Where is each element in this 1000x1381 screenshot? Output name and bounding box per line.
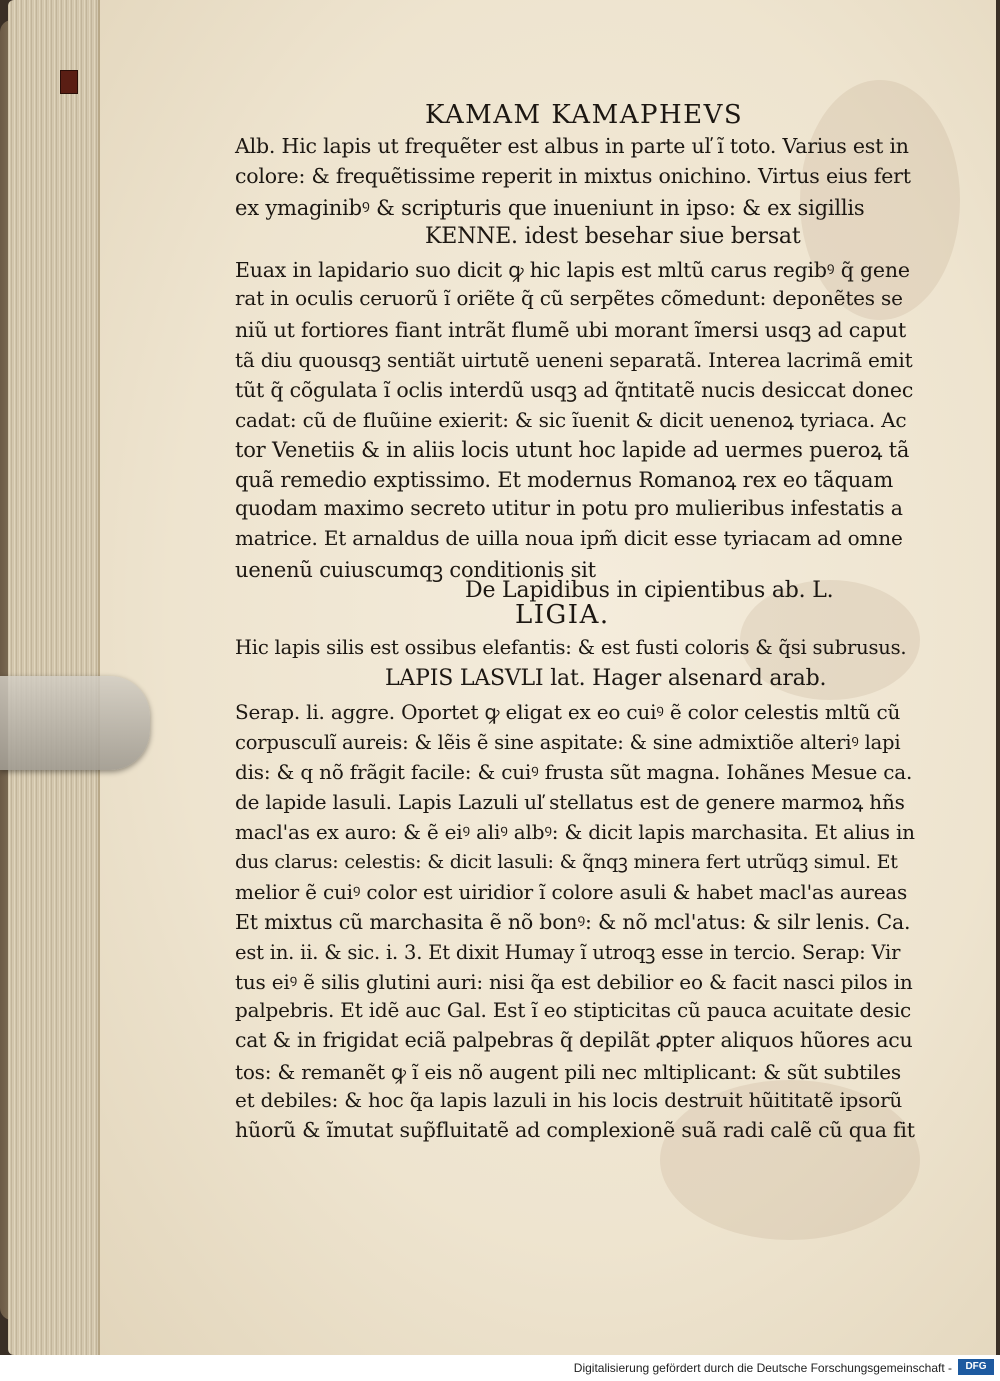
text-line: dus clarus: celestis: & dicit lasuli: & q̃nqꝫ minera fert utrũqꝫ simul. Et <box>235 851 898 873</box>
text-line: Serap. li. aggre. Oportet ꝙ eligat ex eo cuiꝰ ẽ color celestis mltũ cũ <box>235 700 901 724</box>
text-line: quã remedio exptissimo. Et modernus Romanoꝝ rex eo tãquam <box>235 468 894 492</box>
text-line: Et mixtus cũ marchasita ẽ nõ bonꝰ: & nõ mcl'atus: & silr lenis. Ca. <box>235 910 911 934</box>
text-line: macl'as ex auro: & ẽ eiꝰ aliꝰ albꝰ: & dicit lapis marchasita. Et alius in <box>235 820 915 844</box>
heading-ligia: LIGIA. <box>515 600 610 630</box>
text-line: ex ymaginibꝰ & scripturis que inueniunt in ipso: & ex sigillis <box>235 196 865 220</box>
text-line: palpebris. Et idẽ auc Gal. Est ĩ eo stipticitas cũ pauca acuitate desic <box>235 998 912 1022</box>
text-line: matrice. Et arnaldus de uilla noua ipm̃ dicit esse tyriacam ad omne <box>235 526 903 550</box>
text-line: est in. ii. & sic. i. 3. Et dixit Humay ĩ utroqꝫ esse in tercio. Serap: Vir <box>235 941 901 964</box>
text-line: Euax in lapidario suo dicit ꝙ hic lapis est mltũ carus regibꝰ q̃ gene <box>235 258 910 282</box>
heading-lapis-lasuli: LAPIS LASVLI lat. Hager alsenard arab. <box>385 666 827 691</box>
text-line: tũt q̃ cõgulata ĩ oclis interdũ usqꝫ ad q̃ntitatẽ nucis desiccat donec <box>235 378 914 402</box>
text-line: et debiles: & hoc q̃a lapis lazuli in his locis destruit hũititatẽ ipsorũ <box>235 1088 903 1112</box>
text-line: Hic lapis silis est ossibus elefantis: & est fusti coloris & q̃si subrusus. <box>235 636 907 659</box>
text-line: tos: & remanẽt ꝙ ĩ eis nõ augent pili nec mltiplicant: & sũt subtiles <box>235 1060 901 1084</box>
text-line: rat in oculis ceruorũ ĩ oriẽte q̃ cũ serpẽtes cõmedunt: deponẽtes se <box>235 286 903 310</box>
text-line: hũorũ & ĩmutat sup̃fluitatẽ ad complexionẽ suã radi calẽ cũ qua fit <box>235 1118 915 1142</box>
text-line: colore: & frequẽtissime reperit in mixtus onichino. Virtus eius fert <box>235 164 911 188</box>
text-line: tã diu quousqꝫ sentiãt uirtutẽ ueneni separatã. Interea lacrimã emit <box>235 348 913 372</box>
page-clip <box>0 676 150 770</box>
text-line: Alb. Hic lapis ut frequẽter est albus in parte uľ ĩ toto. Varius est in <box>235 134 909 158</box>
bookmark-tab <box>60 70 78 94</box>
text-line: tus eiꝰ ẽ silis glutini auri: nisi q̃a est debilior eo & facit nasci pilos in <box>235 970 913 994</box>
text-line: dis: & q nõ frãgit facile: & cuiꝰ frusta sũt magna. Iohãnes Mesue ca. <box>235 760 913 784</box>
text-line: corpusculĩ aureis: & lẽis ẽ sine aspitate: & sine admixtiõe alteriꝰ lapi <box>235 731 901 754</box>
text-line: uenenũ cuiuscumqꝫ conditionis sit <box>235 558 596 582</box>
heading-kenne: KENNE. idest besehar siue bersat <box>425 224 801 249</box>
text-line: quodam maximo secreto utitur in potu pro mulieribus infestatis a <box>235 496 903 520</box>
text-line: niũ ut fortiores fiant intrãt flumẽ ubi morant ĩmersi usqꝫ ad caput <box>235 318 907 342</box>
digitization-footer <box>0 1355 1000 1381</box>
text-line: tor Venetiis & in aliis locis utunt hoc lapide ad uermes pueroꝝ tã <box>235 438 910 462</box>
section-heading-l: De Lapidibus in cipientibus ab. L. <box>465 578 834 603</box>
heading-kamam: KAMAM KAMAPHEVS <box>425 100 744 130</box>
text-line: cadat: cũ de fluũine exierit: & sic ĩuenit & dicit uenenoꝝ tyriaca. Ac <box>235 408 907 432</box>
dfg-logo: DFG <box>958 1359 994 1375</box>
funding-credit: Digitalisierung gefördert durch die Deutsche Forschungsgemeinschaft - <box>573 1361 952 1375</box>
text-line: melior ẽ cuiꝰ color est uiridior ĩ colore asuli & habet macl'as aureas <box>235 880 908 904</box>
text-line: cat & in frigidat eciã palpebras q̃ depilãt ꝓpter aliquos hũores acu <box>235 1028 913 1052</box>
text-line: de lapide lasuli. Lapis Lazuli uľ stellatus est de genere marmoꝝ hñs <box>235 790 905 814</box>
